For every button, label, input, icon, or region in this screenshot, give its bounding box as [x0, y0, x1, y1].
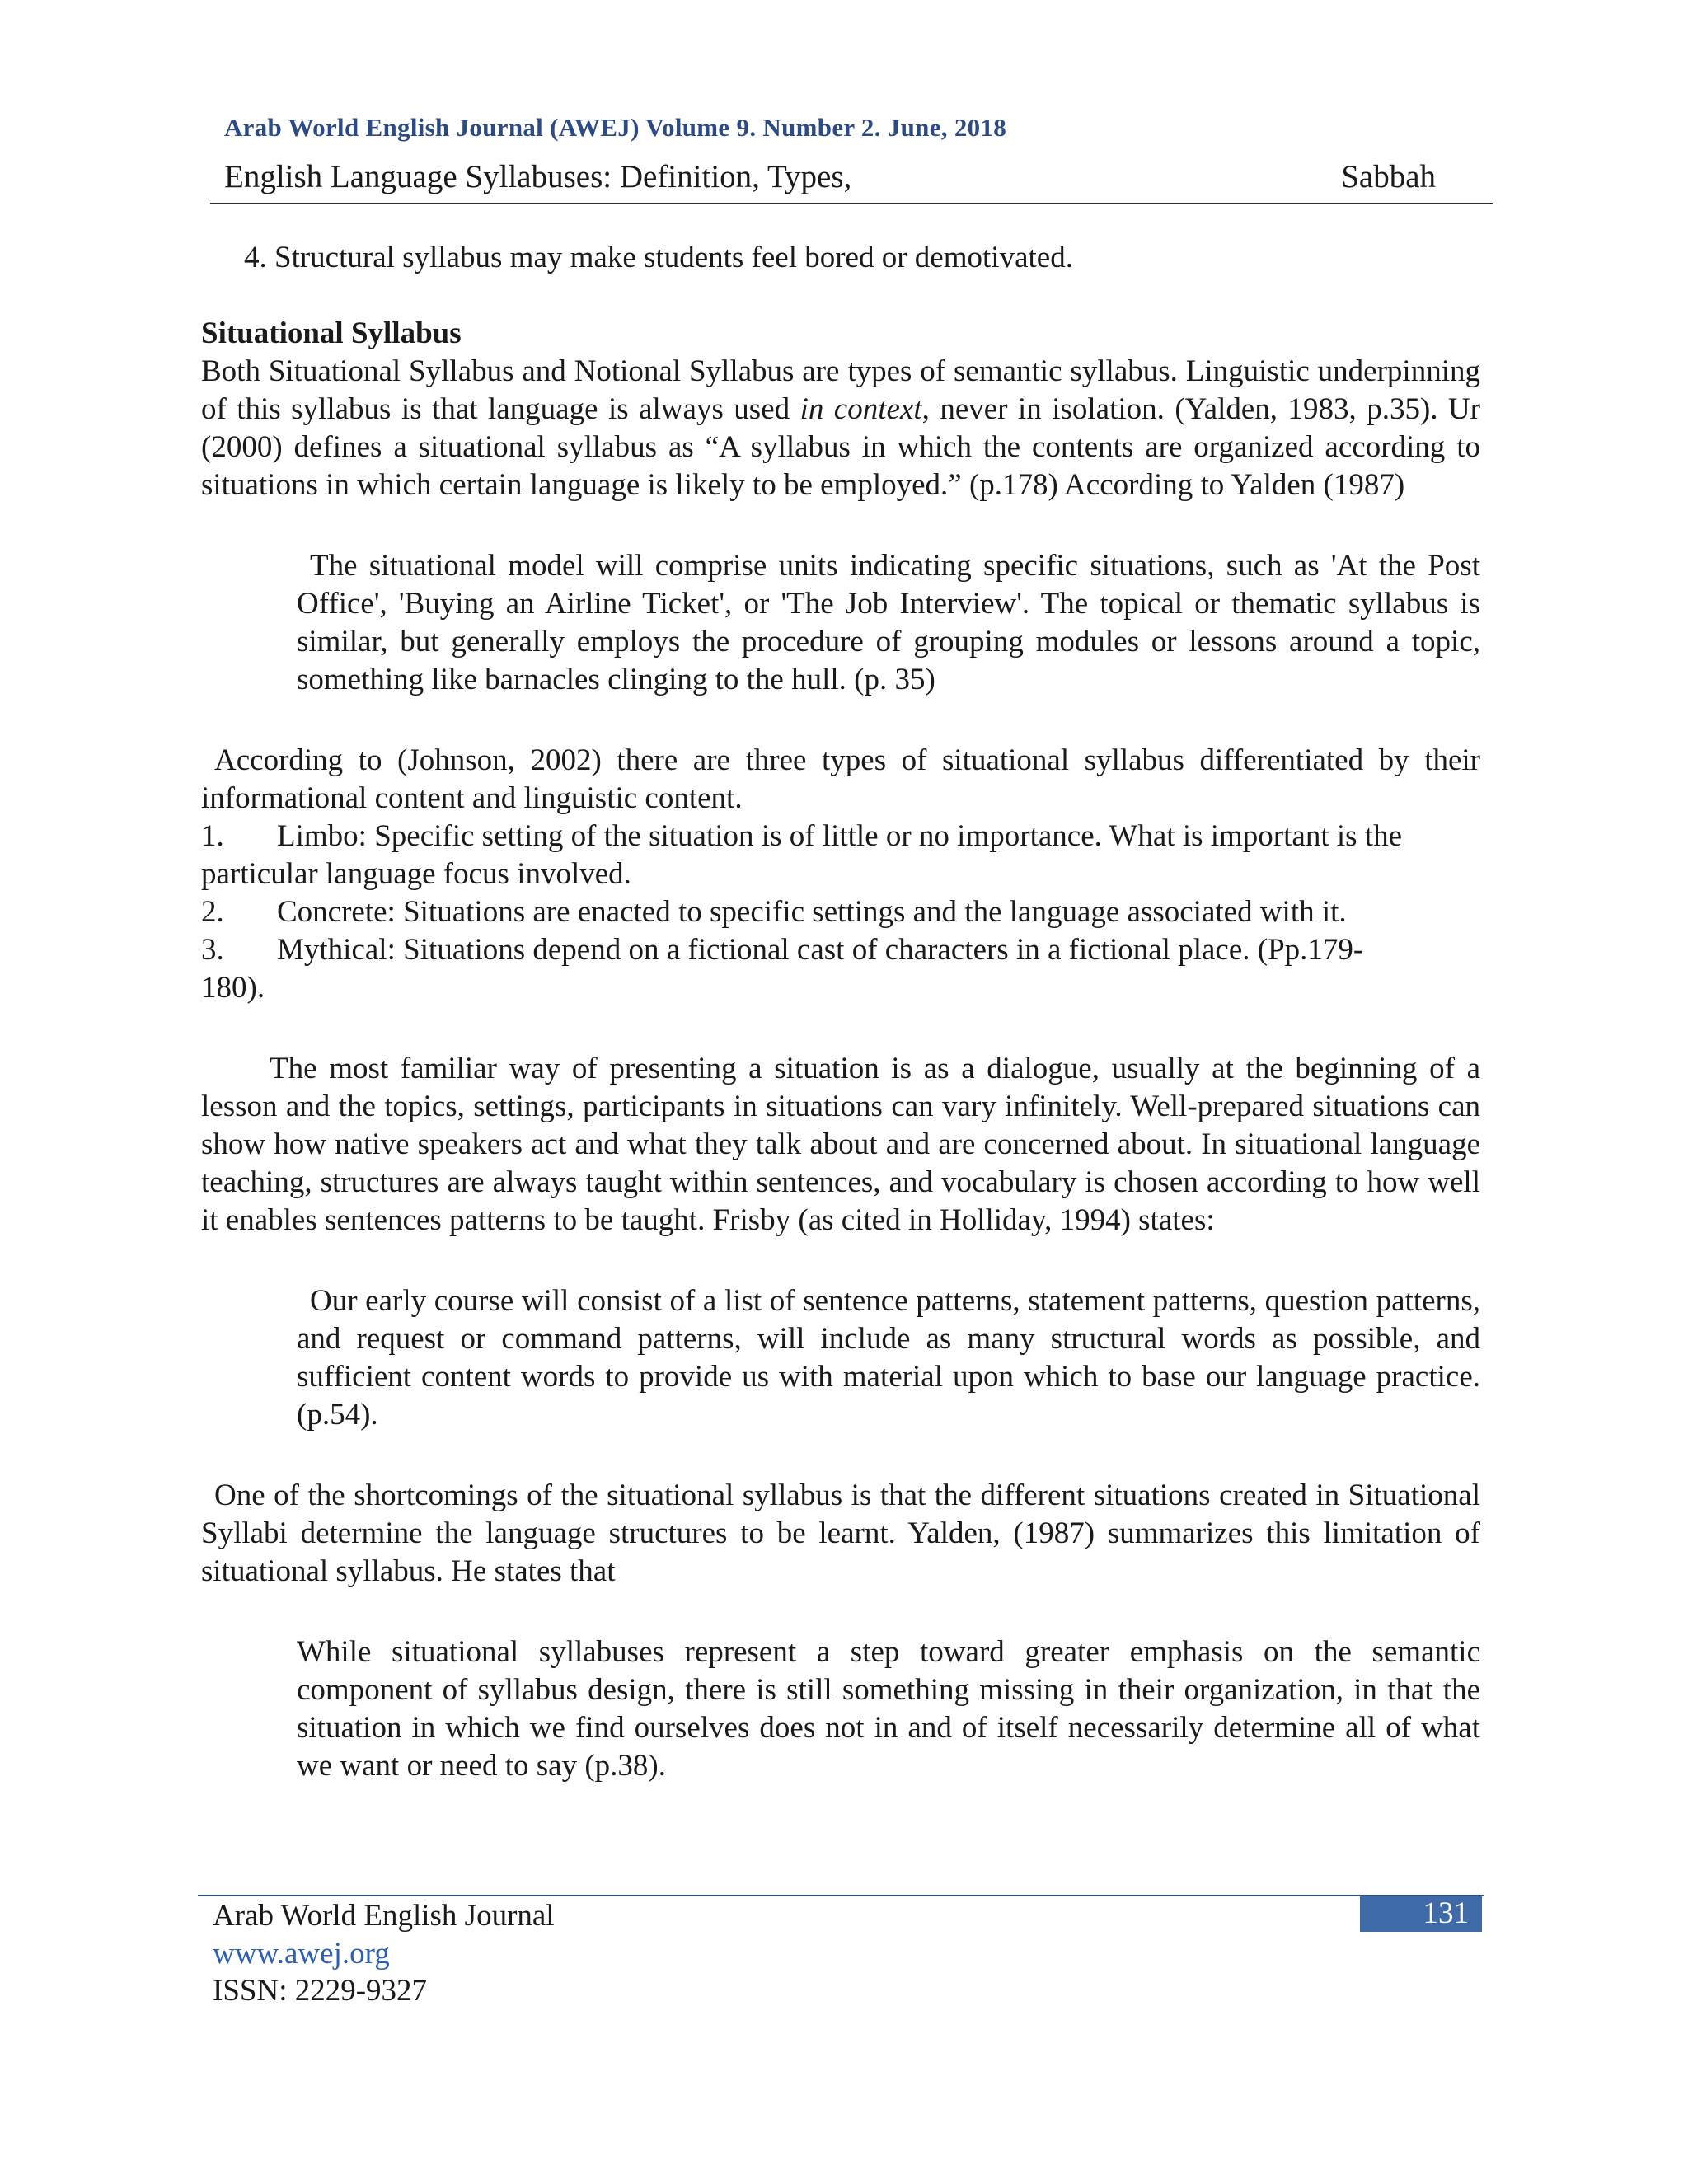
situational-types-list [201, 818, 1480, 1007]
author-name: Sabbah [1341, 159, 1436, 194]
paragraph-2: According to (Johnson, 2002) there are three types of situational syllabus differentiated by their informational content and linguistic content. [201, 743, 1480, 815]
paragraph-4: One of the shortcomings of the situational syllabus is that the different situations created in Situational Syllabi determine the language structures to be learnt. Yalden, (1987) summarizes this limitation of situational syllabus. He states that [201, 1479, 1480, 1588]
article-title: English Language Syllabuses: Definition, Types, [224, 159, 852, 194]
block-quote-2: Our early course will consist of a list of sentence patterns, statement patterns, question patterns, and request or command patterns, will include as many structural words as possible, and sufficient content words to provide us with material upon which to base our language practice. (p.54). [297, 1284, 1480, 1432]
article-body [201, 239, 1480, 1785]
paragraph-1: Both Situational Syllabus and Notional Syllabus are types of semantic syllabus. Linguistic underpinning of this syllabus is that language is always used in context, never in isolation. (Yalden, 1983, p.35). Ur (2000) defines a situational syllabus as “A syllabus in which the contents are organized according to situations in which certain language is likely to be employed.” (p.178) According to Yalden (1987) [201, 354, 1481, 502]
page-number-box [1360, 1896, 1482, 1932]
page-number: 131 [1423, 1896, 1469, 1930]
footer-issn: ISSN: 2229-9327 [213, 1974, 428, 2008]
list-item-4: 4. Structural syllabus may make students feel bored or demotivated. [244, 241, 1073, 274]
paragraph-3: The most familiar way of presenting a situation is as a dialogue, usually at the beginning of a lesson and the topics, settings, participants in situations can vary infinitely. Well-prepared situations can show how native speakers act and what they talk about and are concerned about. In situational language teaching, structures are always taught within sentences, and vocabulary is chosen according to how well it enables sentences patterns to be taught. Frisby (as cited in Holliday, 1994) states: [201, 1052, 1480, 1237]
footer-url-link[interactable]: www.awej.org [213, 1937, 390, 1971]
emphasis-in-context: in context [799, 392, 922, 426]
block-quote-1: The situational model will comprise units indicating specific situations, such as 'At the Post Office', 'Buying an Airline Ticket', or 'The Job Interview'. The topical or thematic syllabus is similar, but generally employs the procedure of grouping modules or lessons around a topic, something like barnacles clinging to the hull. (p. 35) [297, 549, 1480, 696]
journal-header: Arab World English Journal (AWEJ) Volume 9. Number 2. June, 2018 [224, 113, 1007, 142]
running-head [224, 158, 1436, 195]
footer-rule [198, 1895, 1484, 1896]
list-item: 2. Concrete: Situations are enacted to specific settings and the language associated with it. [201, 895, 1347, 929]
bold-period: . Linguistic underpinning of this syllabus is that language is always used [201, 354, 1480, 426]
block-quote-3: While situational syllabuses represent a step toward greater emphasis on the semantic component of syllabus design, there is still something missing in their organization, in that the situation in which we find ourselves does not in and of itself necessarily determine all of what we want or need to say (p.38). [297, 1635, 1480, 1783]
list-item: 3. Mythical: Situations depend on a fictional cast of characters in a fictional place. (Pp.179- 180). [201, 933, 1364, 1005]
footer-journal: Arab World English Journal [213, 1899, 555, 1933]
section-heading: Situational Syllabus [201, 316, 462, 350]
list-item: 1. Limbo: Specific setting of the situation is of little or no importance. What is important is the particular language focus involved. [201, 819, 1402, 891]
header-rule [210, 203, 1493, 204]
